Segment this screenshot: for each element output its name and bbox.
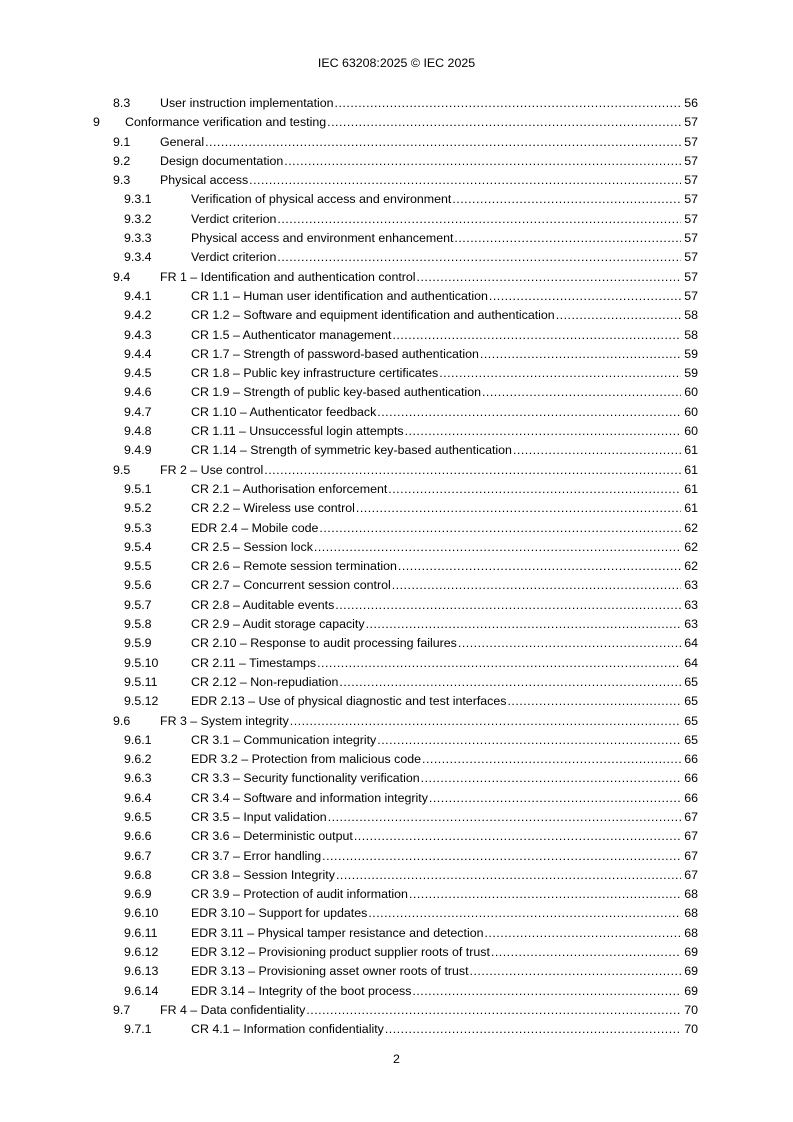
toc-entry-title-wrap [191,634,682,653]
toc-leader-dots [366,615,681,634]
toc-entry[interactable] [0,1020,793,1039]
toc-entry-title-wrap [191,904,682,923]
toc-entry-page: 67 [684,809,698,824]
toc-entry[interactable] [0,538,793,557]
toc-leader-dots [422,750,681,769]
toc-entry-number: 9.3 [113,173,131,188]
toc-entry-page: 66 [684,790,698,805]
toc-entry-title-wrap [191,383,682,402]
toc-entry-title: EDR 2.13 – Use of physical diagnostic and test interfaces [191,692,506,711]
toc-entry-title: EDR 3.13 – Provisioning asset owner roots of trust [191,962,469,981]
toc-entry-title-wrap [191,345,682,364]
toc-entry-number: 9.6 [113,713,131,728]
toc-entry[interactable] [0,847,793,866]
toc-entry-page: 64 [684,655,698,670]
toc-entry[interactable] [0,750,793,769]
toc-entry[interactable] [0,422,793,441]
toc-entry-title: CR 3.1 – Communication integrity [191,731,376,750]
toc-entry-number: 9.6.8 [124,867,152,882]
toc-leader-dots [454,229,681,248]
toc-entry-page: 68 [684,887,698,902]
toc-entry-title-wrap [191,673,682,692]
toc-entry-number: 9.6.1 [124,732,152,747]
toc-entry-title-wrap [191,827,682,846]
toc-entry-title: CR 3.8 – Session Integrity [191,866,335,885]
toc-entry[interactable] [0,190,793,209]
toc-entry-number: 9.6.5 [124,809,152,824]
toc-entry-title: EDR 3.14 – Integrity of the boot process [191,982,411,1001]
toc-entry-title: FR 2 – Use control [160,461,263,480]
toc-entry-number: 9.4.3 [124,327,152,342]
toc-entry[interactable] [0,943,793,962]
toc-leader-dots [317,654,681,673]
toc-entry-number: 9.7.1 [124,1022,152,1037]
toc-entry-page: 70 [684,1022,698,1037]
toc-entry-page: 67 [684,848,698,863]
toc-entry[interactable] [0,133,793,152]
toc-leader-dots [319,519,681,538]
toc-entry-page: 65 [684,732,698,747]
toc-entry-title: CR 3.3 – Security functionality verification [191,769,420,788]
toc-leader-dots [429,789,681,808]
toc-entry-title: Conformance verification and testing [125,113,326,132]
toc-entry-number: 9.4.7 [124,404,152,419]
toc-entry[interactable] [0,866,793,885]
toc-entry-number: 9.4.2 [124,308,152,323]
toc-leader-dots [336,866,681,885]
toc-entry-number: 9.3.3 [124,231,152,246]
toc-leader-dots [491,943,681,962]
toc-entry-title: General [160,133,204,152]
toc-entry[interactable] [0,248,793,267]
toc-leader-dots [489,287,681,306]
toc-leader-dots [470,962,681,981]
toc-entry-number: 9.5.11 [124,674,158,689]
toc-entry-title: EDR 3.2 – Protection from malicious code [191,750,421,769]
toc-entry-page: 57 [684,153,698,168]
toc-entry-title-wrap [191,615,682,634]
toc-leader-dots [385,1020,681,1039]
toc-leader-dots [339,673,681,692]
toc-entry-page: 62 [684,520,698,535]
toc-entry-title-wrap [191,866,682,885]
toc-entry[interactable] [0,827,793,846]
toc-entry-page: 66 [684,752,698,767]
toc-entry-title-wrap [160,171,682,190]
toc-entry[interactable] [0,615,793,634]
toc-entry-title-wrap [160,461,682,480]
toc-entry-title: Physical access [160,171,248,190]
toc-leader-dots [327,113,681,132]
toc-entry[interactable] [0,287,793,306]
toc-entry-page: 61 [684,462,698,477]
toc-entry[interactable] [0,1001,793,1020]
toc-entry-number: 9.3.1 [124,192,152,207]
toc-entry-page: 63 [684,597,698,612]
toc-entry-title: CR 1.11 – Unsuccessful login attempts [191,422,404,441]
toc-entry-title: CR 2.5 – Session lock [191,538,313,557]
toc-entry-number: 9.6.13 [124,964,159,979]
toc-entry-title: CR 1.9 – Strength of public key-based authentication [191,383,481,402]
toc-entry[interactable] [0,982,793,1001]
toc-entry-number: 8.3 [113,96,131,110]
toc-entry-number: 9.5 [113,462,131,477]
toc-entry-number: 9.5.8 [124,617,152,632]
toc-entry-title-wrap [191,229,682,248]
toc-entry-title-wrap [191,924,682,943]
toc-entry-title-wrap [191,982,682,1001]
toc-entry-page: 63 [684,578,698,593]
toc-leader-dots [335,596,681,615]
toc-entry-title-wrap [191,1020,682,1039]
toc-entry-title-wrap [191,306,682,325]
toc-leader-dots [482,383,681,402]
toc-entry-title-wrap [191,789,682,808]
toc-leader-dots [249,171,681,190]
toc-entry-number: 9.7 [113,1002,131,1017]
toc-entry-page: 66 [684,771,698,786]
toc-entry-title-wrap [191,441,682,460]
toc-entry-title: CR 2.8 – Auditable events [191,596,334,615]
toc-entry-page: 56 [684,96,698,110]
toc-entry-title: FR 1 – Identification and authentication control [160,268,416,287]
toc-entry-title-wrap [191,692,682,711]
toc-entry-page: 57 [684,231,698,246]
toc-entry-title: CR 4.1 – Information confidentiality [191,1020,384,1039]
toc-entry-title-wrap [191,499,682,518]
toc-entry-page: 65 [684,694,698,709]
toc-entry-number: 9.6.2 [124,752,152,767]
toc-entry[interactable] [0,712,793,731]
toc-entry-title-wrap [191,885,682,904]
toc-entry-title-wrap [191,596,682,615]
toc-entry-number: 9.4 [113,269,131,284]
toc-entry-title-wrap [191,519,682,538]
toc-leader-dots [556,306,681,325]
toc-leader-dots [480,345,681,364]
toc-entry-title: CR 1.8 – Public key infrastructure certificates [191,364,438,383]
toc-entry-page: 69 [684,983,698,998]
toc-entry-title-wrap [191,538,682,557]
toc-leader-dots [507,692,681,711]
toc-entry-title: CR 2.12 – Non-repudiation [191,673,338,692]
toc-entry-page: 62 [684,559,698,574]
toc-entry-page: 69 [684,964,698,979]
toc-leader-dots [405,422,681,441]
toc-entry-number: 9 [93,115,100,130]
toc-entry-title: CR 2.6 – Remote session termination [191,557,397,576]
toc-entry[interactable] [0,229,793,248]
toc-leader-dots [328,808,681,827]
toc-entry-number: 9.6.4 [124,790,152,805]
toc-entry[interactable] [0,885,793,904]
toc-leader-dots [412,982,681,1001]
toc-leader-dots [284,152,681,171]
toc-entry-title: CR 2.2 – Wireless use control [191,499,355,518]
toc-entry-page: 65 [684,674,698,689]
toc-entry[interactable] [0,171,793,190]
toc-entry-number: 9.4.8 [124,424,152,439]
toc-leader-dots [439,364,681,383]
toc-leader-dots [264,461,681,480]
toc-entry[interactable] [0,557,793,576]
toc-entry-number: 9.6.10 [124,906,159,921]
toc-leader-dots [205,133,681,152]
toc-entry[interactable] [0,210,793,229]
toc-entry-title-wrap [191,847,682,866]
toc-entry[interactable] [0,654,793,673]
toc-entry-page: 60 [684,385,698,400]
toc-leader-dots [458,634,681,653]
toc-entry-title: CR 3.7 – Error handling [191,847,321,866]
toc-entry-page: 64 [684,636,698,651]
toc-entry[interactable] [0,403,793,422]
toc-entry-page: 57 [684,211,698,226]
toc-entry-title: Physical access and environment enhancement [191,229,453,248]
toc-entry-page: 58 [684,308,698,323]
toc-leader-dots [417,268,681,287]
toc-entry[interactable] [0,769,793,788]
toc-entry-title-wrap [191,654,682,673]
toc-entry-title-wrap [191,750,682,769]
toc-entry[interactable] [0,383,793,402]
toc-entry[interactable] [0,692,793,711]
page-number: 2 [393,1052,400,1066]
toc-entry-title: CR 1.2 – Software and equipment identification and authentication [191,306,555,325]
toc-entry-page: 63 [684,617,698,632]
toc-entry-page: 57 [684,288,698,303]
toc-entry[interactable] [0,441,793,460]
toc-entry-page: 58 [684,327,698,342]
toc-entry-title: CR 3.9 – Protection of audit information [191,885,408,904]
toc-entry-title-wrap [160,268,682,287]
toc-leader-dots [354,827,681,846]
toc-leader-dots [356,499,681,518]
toc-leader-dots [452,190,681,209]
toc-entry-number: 9.6.9 [124,887,152,902]
toc-entry-number: 9.5.1 [124,481,152,496]
toc-leader-dots [322,847,681,866]
toc-entry-number: 9.4.6 [124,385,152,400]
toc-entry-number: 9.3.2 [124,211,152,226]
toc-entry-title-wrap [191,769,682,788]
toc-entry[interactable] [0,904,793,923]
toc-entry-page: 68 [684,925,698,940]
toc-entry-page: 69 [684,945,698,960]
toc-entry-number: 9.5.7 [124,597,152,612]
toc-entry-title-wrap [160,133,682,152]
toc-leader-dots [306,1001,681,1020]
toc-entry[interactable] [0,576,793,595]
toc-entry-title: FR 3 – System integrity [160,712,289,731]
toc-entry-title-wrap [191,557,682,576]
toc-leader-dots [484,924,681,943]
page-header: IEC 63208:2025 © IEC 2025 [317,56,476,70]
toc-entry-page: 57 [684,173,698,188]
toc-leader-dots [335,94,681,113]
toc-entry[interactable] [0,364,793,383]
toc-entry-page: 61 [684,443,698,458]
toc-entry-title: CR 1.14 – Strength of symmetric key-based authentication [191,441,512,460]
toc-leader-dots [277,210,681,229]
toc-entry-title-wrap [191,248,682,267]
toc-entry-number: 9.5.9 [124,636,152,651]
toc-entry-page: 65 [684,713,698,728]
toc-entry-title-wrap [191,943,682,962]
toc-entry[interactable] [0,268,793,287]
toc-entry-number: 9.3.4 [124,250,152,265]
table-of-contents [0,94,793,1040]
toc-entry[interactable] [0,789,793,808]
toc-entry-page: 70 [684,1002,698,1017]
toc-entry-title: CR 1.1 – Human user identification and authentication [191,287,488,306]
toc-entry-number: 9.6.3 [124,771,152,786]
toc-entry-number: 9.2 [113,153,131,168]
toc-leader-dots [392,576,681,595]
toc-entry-title: User instruction implementation [160,94,334,113]
toc-entry-page: 60 [684,424,698,439]
toc-entry-page: 67 [684,829,698,844]
toc-entry-title: CR 2.7 – Concurrent session control [191,576,391,595]
toc-leader-dots [388,480,681,499]
toc-entry-title-wrap [125,113,682,132]
toc-entry-title-wrap [160,1001,682,1020]
toc-entry-title: CR 1.10 – Authenticator feedback [191,403,376,422]
toc-entry-number: 9.6.12 [124,945,159,960]
toc-entry-page: 62 [684,539,698,554]
toc-entry-number: 9.4.5 [124,366,152,381]
toc-entry-page: 57 [684,115,698,130]
toc-entry-title: EDR 3.10 – Support for updates [191,904,367,923]
toc-entry-title: CR 3.4 – Software and information integrity [191,789,428,808]
toc-entry[interactable] [0,326,793,345]
toc-leader-dots [314,538,681,557]
toc-entry[interactable] [0,113,793,132]
toc-entry-title-wrap [191,422,682,441]
toc-entry[interactable] [0,306,793,325]
toc-leader-dots [290,712,681,731]
toc-leader-dots [368,904,681,923]
toc-entry[interactable] [0,94,793,113]
toc-entry[interactable] [0,499,793,518]
toc-entry-title: EDR 3.12 – Provisioning product supplier roots of trust [191,943,490,962]
toc-leader-dots [377,731,681,750]
toc-entry-title: FR 4 – Data confidentiality [160,1001,305,1020]
toc-entry[interactable] [0,152,793,171]
toc-entry-title-wrap [160,152,682,171]
toc-entry-number: 9.5.3 [124,520,152,535]
toc-entry-title-wrap [191,808,682,827]
toc-entry-title: Verdict criterion [191,210,276,229]
toc-entry-title: CR 3.6 – Deterministic output [191,827,353,846]
toc-entry-number: 9.4.1 [124,288,152,303]
toc-entry-title-wrap [191,326,682,345]
toc-entry-number: 9.6.7 [124,848,152,863]
toc-entry-number: 9.6.14 [124,983,159,998]
toc-entry-number: 9.5.12 [124,694,159,709]
toc-entry-page: 57 [684,192,698,207]
toc-entry[interactable] [0,345,793,364]
toc-entry-page: 61 [684,501,698,516]
toc-entry[interactable] [0,519,793,538]
toc-entry-title: CR 2.9 – Audit storage capacity [191,615,365,634]
toc-entry-title: CR 1.7 – Strength of password-based authentication [191,345,479,364]
toc-entry-title-wrap [191,403,682,422]
toc-entry-title-wrap [191,480,682,499]
toc-entry-title-wrap [160,94,682,113]
toc-entry-number: 9.5.4 [124,539,152,554]
toc-entry-page: 59 [684,366,698,381]
toc-entry[interactable] [0,480,793,499]
toc-entry-title: CR 2.11 – Timestamps [191,654,316,673]
toc-leader-dots [398,557,681,576]
toc-entry-title: EDR 3.11 – Physical tamper resistance and detection [191,924,483,943]
toc-entry-title-wrap [191,576,682,595]
toc-entry-title: CR 1.5 – Authenticator management [191,326,391,345]
toc-entry-title: Verdict criterion [191,248,276,267]
toc-entry-page: 59 [684,346,698,361]
toc-entry-title: CR 3.5 – Input validation [191,808,327,827]
toc-entry-page: 61 [684,481,698,496]
toc-entry-title-wrap [191,962,682,981]
toc-entry[interactable] [0,924,793,943]
toc-entry[interactable] [0,962,793,981]
toc-entry[interactable] [0,673,793,692]
toc-entry-page: 68 [684,906,698,921]
toc-entry-title: Verification of physical access and environment [191,190,451,209]
toc-entry-title-wrap [160,712,682,731]
toc-entry-title-wrap [191,731,682,750]
toc-entry-title: Design documentation [160,152,283,171]
toc-entry[interactable] [0,808,793,827]
toc-entry[interactable] [0,731,793,750]
toc-entry-number: 9.1 [113,134,131,149]
toc-leader-dots [421,769,681,788]
toc-leader-dots [377,403,681,422]
toc-entry-page: 57 [684,134,698,149]
toc-entry-title: EDR 2.4 – Mobile code [191,519,318,538]
toc-entry-page: 60 [684,404,698,419]
toc-entry-page: 57 [684,269,698,284]
toc-entry-number: 9.4.9 [124,443,152,458]
toc-leader-dots [277,248,681,267]
toc-entry-page: 57 [684,250,698,265]
toc-entry-number: 9.5.5 [124,559,152,574]
toc-entry-number: 9.6.6 [124,829,152,844]
toc-entry-title: CR 2.10 – Response to audit processing failures [191,634,457,653]
toc-entry-number: 9.4.4 [124,346,152,361]
toc-entry-page: 67 [684,867,698,882]
toc-entry[interactable] [0,634,793,653]
toc-entry-number: 9.6.11 [124,925,158,940]
toc-entry-title-wrap [191,210,682,229]
toc-entry[interactable] [0,461,793,480]
toc-entry-title-wrap [191,364,682,383]
toc-entry-number: 9.5.10 [124,655,159,670]
toc-entry-number: 9.5.2 [124,501,152,516]
toc-leader-dots [513,441,681,460]
toc-entry-title-wrap [191,190,682,209]
toc-entry[interactable] [0,596,793,615]
toc-leader-dots [392,326,681,345]
toc-entry-title-wrap [191,287,682,306]
toc-entry-number: 9.5.6 [124,578,152,593]
toc-entry-title: CR 2.1 – Authorisation enforcement [191,480,387,499]
toc-leader-dots [409,885,681,904]
